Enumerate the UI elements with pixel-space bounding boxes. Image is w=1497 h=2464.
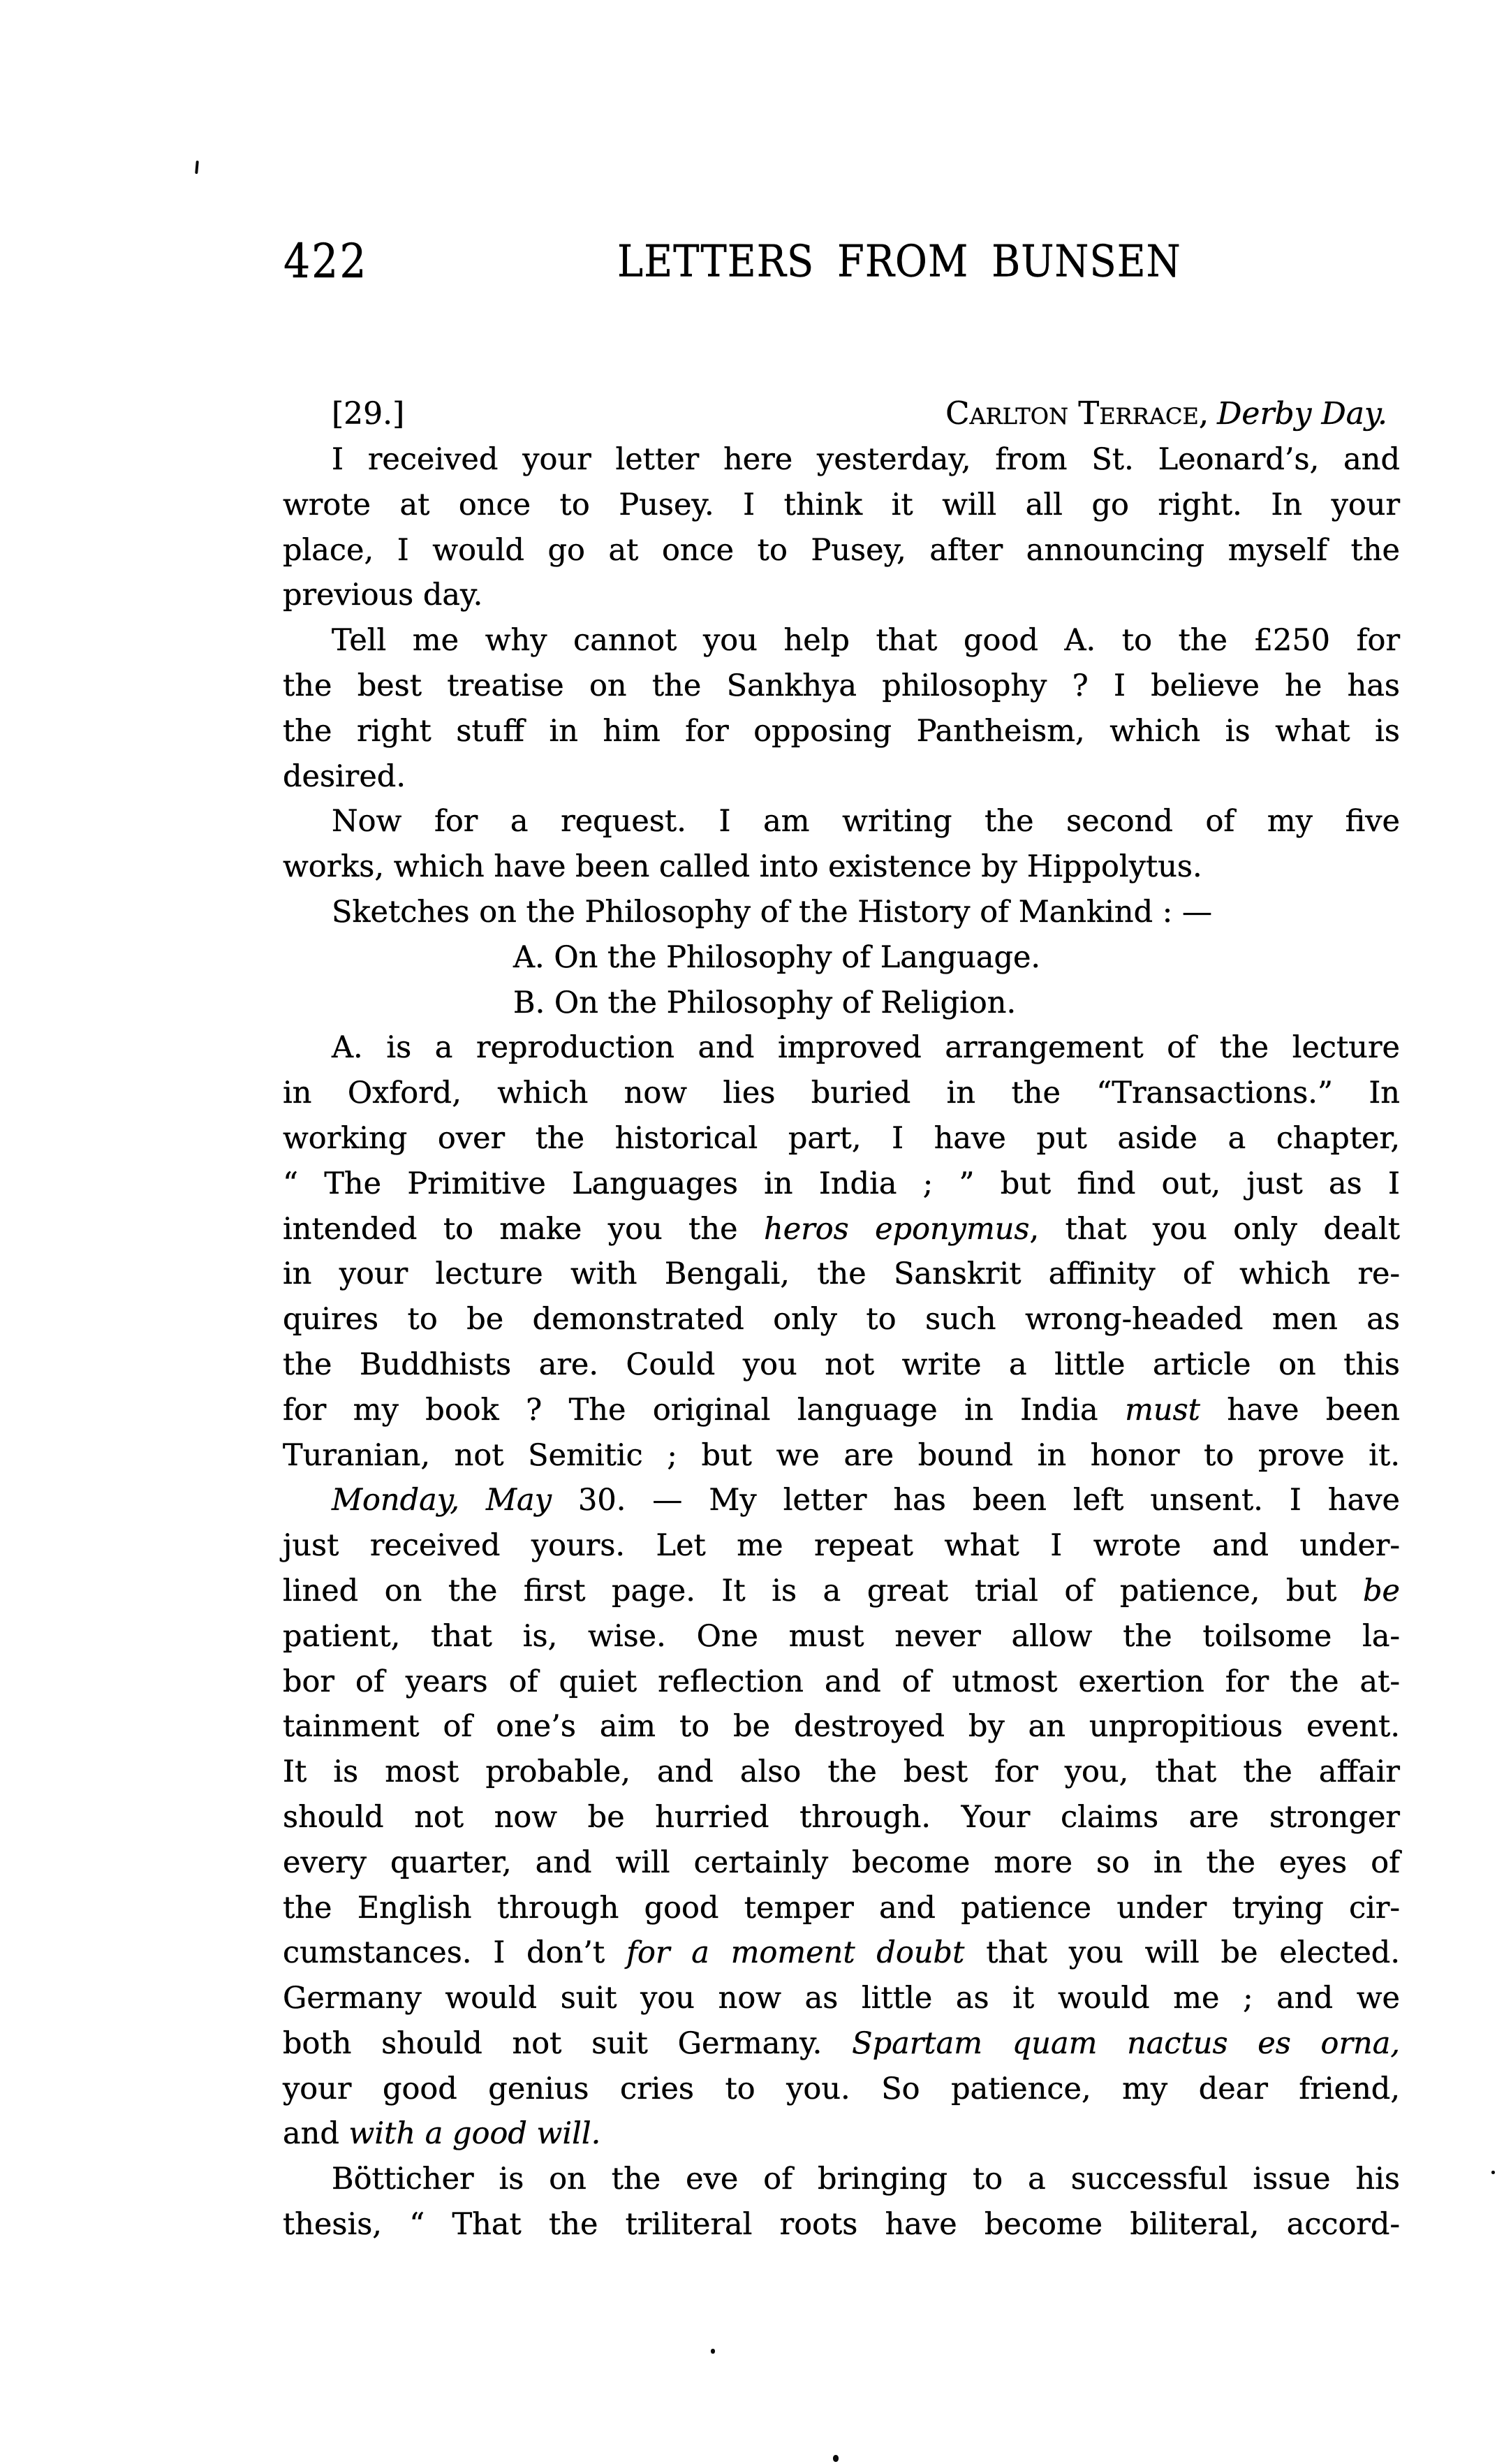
- letter-line-segment: place, I would go at once to Pusey, after announcing myself the: [283, 532, 1400, 568]
- letter-line: [283, 981, 1400, 1026]
- letter-line-segment: B. On the Philosophy of Religion.: [513, 985, 1017, 1020]
- letter-line: [283, 573, 1400, 618]
- letter-line-segment: in your lecture with Bengali, the Sanskrit affinity of which re-: [283, 1256, 1400, 1292]
- letter-line: [283, 1523, 1400, 1569]
- letter-line-segment: and: [283, 2116, 349, 2152]
- letter-line-segment: for my book ? The original language in India: [283, 1392, 1126, 1428]
- letter-line: [283, 2157, 1400, 2202]
- letter-line-segment: wrote at once to Pusey. I think it will all go right. In your: [283, 487, 1400, 522]
- letter-line-segment: thesis, “ That the triliteral roots have become biliteral, accord-: [283, 2207, 1400, 2243]
- letter-line: [283, 1478, 1400, 1523]
- ink-speck: [711, 2349, 715, 2354]
- letter-line-segment: A. On the Philosophy of Language.: [513, 939, 1041, 975]
- dateline-date: Derby Day.: [1217, 396, 1387, 432]
- letter-line: [283, 1569, 1400, 1614]
- letter-line-segment: must: [1125, 1392, 1200, 1428]
- letter-line-segment: desired.: [283, 758, 406, 794]
- letter-line: [283, 1795, 1400, 1840]
- letter-line: [283, 1840, 1400, 1886]
- letter-line-segment: I received your letter here yesterday, from St. Leonard’s, and: [332, 442, 1400, 477]
- letter-line-segment: bor of years of quiet reflection and of utmost exertion for the at-: [283, 1664, 1400, 1699]
- letter-line: [283, 528, 1400, 573]
- letter-line: [283, 1116, 1400, 1161]
- dateline-place-date: [945, 397, 1387, 430]
- letter-line: [283, 1930, 1400, 1976]
- letter-line-segment: cumstances. I don’t: [283, 1935, 627, 1971]
- letter-line: [283, 1750, 1400, 1795]
- letter-line-segment: Sketches on the Philosophy of the History of Mankind : —: [332, 894, 1212, 930]
- letter-line-segment: that you will be elected.: [964, 1935, 1401, 1971]
- running-header-title: LETTERS FROM BUNSEN: [617, 236, 1181, 288]
- letter-line: [283, 1659, 1400, 1705]
- letter-line: [283, 1207, 1400, 1252]
- page-number: 422: [283, 234, 368, 289]
- letter-line: [283, 1342, 1400, 1388]
- letter-line-segment: just received yours. Let me repeat what I wrote and under-: [283, 1528, 1400, 1564]
- letter-line-segment: A. is a reproduction and improved arrangement of the lecture: [332, 1030, 1400, 1066]
- letter-line-segment: Turanian, not Semitic ; but we are bound in honor to prove it.: [283, 1437, 1400, 1473]
- letter-line-segment: Now for a request. I am writing the second of my five: [332, 804, 1400, 839]
- letter-line-segment: have been: [1200, 1392, 1400, 1428]
- letter-line-segment: for a moment doubt: [626, 1935, 965, 1971]
- letter-line-segment: should not now be hurried through. Your claims are stronger: [283, 1799, 1400, 1835]
- letter-line-segment: previous day.: [283, 578, 483, 613]
- dateline-place: Carlton Terrace,: [945, 395, 1209, 432]
- letter-line-segment: Monday, May: [332, 1483, 552, 1518]
- letter-line: [283, 1161, 1400, 1207]
- letter-line-segment: with a good will.: [348, 2116, 601, 2152]
- letter-line: [283, 1297, 1400, 1342]
- letter-line-segment: the right stuff in him for opposing Pantheism, which is what is: [283, 713, 1400, 749]
- letter-line-segment: heros eponymus: [764, 1211, 1030, 1247]
- letter-line: [283, 844, 1400, 890]
- letter-line: [283, 1704, 1400, 1750]
- letter-line-segment: patient, that is, wise. One must never allow the toilsome la-: [283, 1618, 1400, 1654]
- letter-line-segment: intended to make you the: [283, 1211, 764, 1247]
- letter-line-segment: Bötticher is on the eve of bringing to a successful issue his: [332, 2162, 1400, 2197]
- letter-number: [29.]: [332, 396, 405, 432]
- letter-line-segment: in Oxford, which now lies buried in the “Transactions.” In: [283, 1076, 1400, 1111]
- letter-line-segment: It is most probable, and also the best for you, that the affair: [283, 1754, 1400, 1790]
- letter-line: [283, 618, 1400, 663]
- letter-line-segment: “ The Primitive Languages in India ; ” but find out, just as I: [283, 1166, 1400, 1201]
- letter-body: [283, 437, 1400, 2247]
- letter-line-segment: 30. — My letter has been left unsent. I have: [551, 1483, 1400, 1518]
- ink-speck: [1491, 2171, 1495, 2174]
- letter-line: [283, 1071, 1400, 1116]
- letter-line: [283, 890, 1400, 935]
- letter-line: [283, 1252, 1400, 1297]
- letter-line-segment: both should not suit Germany.: [283, 2025, 853, 2061]
- letter-line-segment: be: [1363, 1573, 1400, 1608]
- letter-line: [283, 754, 1400, 800]
- letter-line: [283, 1976, 1400, 2021]
- letter-line-segment: every quarter, and will certainly become more so in the eyes of: [283, 1845, 1400, 1880]
- letter-line-segment: quires to be demonstrated only to such wrong-headed men as: [283, 1302, 1400, 1337]
- dateline: [283, 397, 1400, 430]
- letter-line-segment: working over the historical part, I have put aside a chapter,: [283, 1120, 1400, 1156]
- letter-line: [283, 1614, 1400, 1659]
- letter-line-segment: the best treatise on the Sankhya philosophy ? I believe he has: [283, 668, 1400, 703]
- letter-line: [283, 1388, 1400, 1433]
- letter-line: [283, 1886, 1400, 1931]
- letter-line: [283, 1025, 1400, 1071]
- ink-speck: [833, 2455, 839, 2462]
- letter-line: [283, 2202, 1400, 2247]
- letter-line-segment: the Buddhists are. Could you not write a little article on this: [283, 1347, 1400, 1382]
- letter-line: [283, 437, 1400, 483]
- letter-line-segment: tainment of one’s aim to be destroyed by an unpropitious event.: [283, 1709, 1400, 1745]
- letter-line: [283, 663, 1400, 709]
- letter-line-segment: lined on the first page. It is a great trial of patience, but: [283, 1573, 1364, 1608]
- letter-line-segment: works, which have been called into existence by Hippolytus.: [283, 849, 1202, 885]
- letter-line: [283, 2111, 1400, 2157]
- letter-line: [283, 2067, 1400, 2112]
- letter-line: [283, 483, 1400, 528]
- letter-line-segment: the English through good temper and patience under trying cir-: [283, 1890, 1400, 1926]
- letter-line-segment: Tell me why cannot you help that good A. to the £250 for: [332, 623, 1400, 659]
- letter-line-segment: your good genius cries to you. So patience, my dear friend,: [283, 2071, 1400, 2106]
- letter-line: [283, 935, 1400, 981]
- letter-line: [283, 2021, 1400, 2067]
- letter-line-segment: Spartam quam nactus es orna,: [852, 2025, 1400, 2061]
- letter-line: [283, 1433, 1400, 1479]
- letter-line-segment: Germany would suit you now as little as it would me ; and we: [283, 1981, 1400, 2016]
- ink-tick-mark: [195, 161, 199, 174]
- letter-line-segment: , that you only dealt: [1029, 1211, 1401, 1247]
- letter-line: [283, 799, 1400, 844]
- letter-line: [283, 709, 1400, 754]
